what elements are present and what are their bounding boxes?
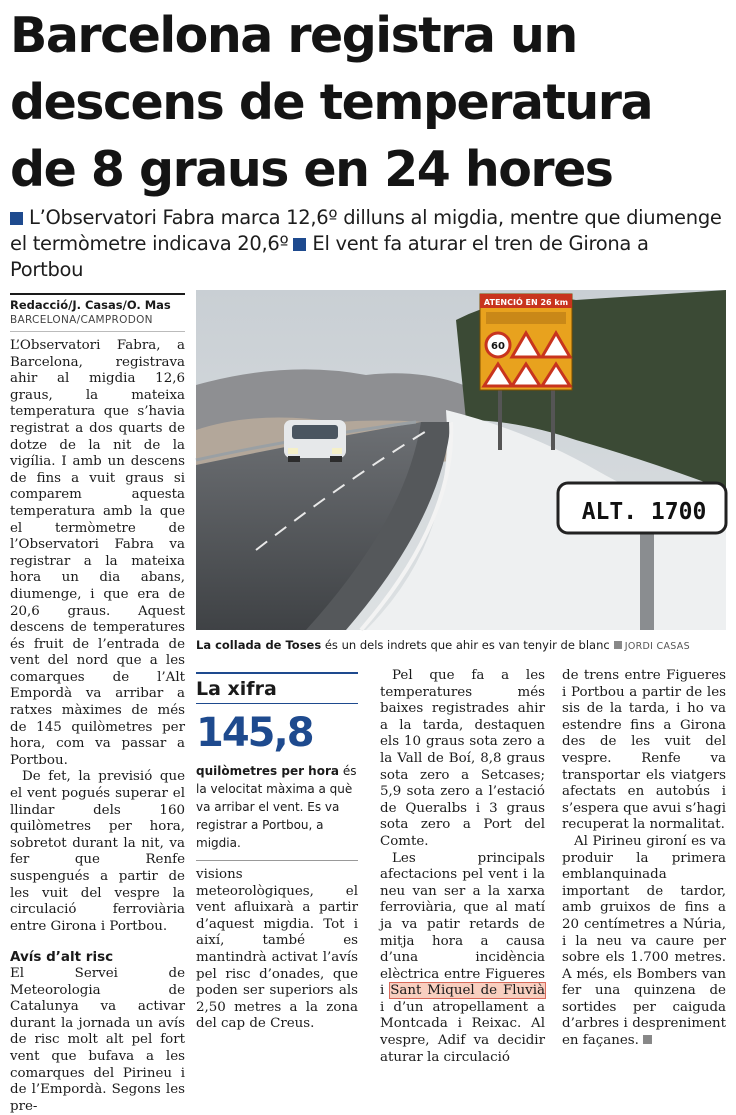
paragraph [562, 834, 726, 1050]
key-figure-title: La xifra [196, 672, 358, 704]
byline [10, 293, 185, 332]
sign-top-text: ATENCIÓ EN 26 km [483, 298, 569, 307]
caption-text: és un dels indrets que ahir es van tenyir de blanc [321, 638, 610, 652]
highlighted-place: Sant Miquel de Fluvià [390, 983, 546, 999]
paragraph-text: Al Pirineu gironí es va produir la primera emblanquinada important de tardor, amb gruixos de fins a 20 centímetres a Núria, i la neu va caure per sobre els 1.700 metres. A més, els Bombers van fer una quinzena de sortides per caiguda d’arbres i despreniment en façanes. [562, 833, 726, 1049]
key-figure-rest: és la velocitat màxima a què va arribar el vent. Es va registrar a Portbou, a migdia. [196, 764, 357, 850]
paragraph [380, 851, 545, 1067]
altitude-sign-text: ALT. 1700 [581, 499, 707, 525]
key-figure-text [196, 762, 358, 861]
paragraph-text: Les principals afectacions pel vent i la neu van ser a la xarxa ferroviària, que al matí ja va patir retards de mitja hora a causa d’una incidència elèctrica entre Figueres i [380, 850, 545, 999]
credit-square-icon [614, 641, 622, 649]
paragraph-text: i d’un atropellament a Montcada i Reixac. Al vespre, Adif va decidir aturar la circulació [380, 999, 545, 1065]
paragraph: De fet, la previsió que el vent pogués superar el llindar dels 160 quilòmetres per hora, sobretot durant la nit, va fer que Renfe suspengués a partir de les vuit del vespre la circulació ferroviària entre Girona i Portbou. [10, 769, 185, 934]
article-column-2 [196, 867, 358, 1033]
paragraph: Pel que fa a les temperatures més baixes registrades ahir a la tarda, destaquen els 10 graus sota zero a la Vall de Boí, 8,8 graus sota zero a Setcases; 5,9 sota zero a l’estació de Queralbs i 3 graus sota zero a Port del Comte. [380, 668, 545, 849]
key-figure-box [196, 672, 358, 861]
photo-credit: JORDI CASAS [624, 641, 690, 652]
end-square-icon [643, 1035, 652, 1044]
key-figure-number: 145,8 [196, 710, 313, 756]
paragraph: visions meteorològiques, el vent afluixarà a partir d’aquest migdia. Tot i així, també es mantindrà activat l’avís pel risc d’onades, que poden ser superiors als 2,50 metres a la zona del cap de Creus. [196, 867, 358, 1032]
paragraph: El Servei de Meteorologia de Catalunya va activar durant la jornada un avís de risc molt alt pel fort vent que bufava a les comarques del Pirineu i de l’Empordà. Segons les pre- [10, 965, 185, 1114]
bullet-square-icon [10, 212, 23, 225]
bullet-square-icon [293, 238, 306, 251]
byline-authors: Redacció/J. Casas/O. Mas [10, 298, 171, 312]
article-column-4 [562, 668, 726, 1050]
key-figure-bold: quilòmetres per hora [196, 764, 339, 778]
article-column-1 [10, 338, 185, 1115]
paragraph: L’Observatori Fabra, a Barcelona, registrava ahir al migdia 12,6 graus, la mateixa temperatura que s’havia registrat a dos quarts de dotze de la nit de la vigília. I amb un descens de fins a vuit graus si comparem aquesta temperatura amb la que el termòmetre de l’Observatori Fabra va registrar a la mateixa hora un dia abans, diumenge, i que era de 20,6 graus. Aquest descens de temperatures és fruit de l’entrada de vent del nord que a les comarques de l’Alt Empordà va arribar a ratxes màximes de més de 145 quilòmetres per hora, com va passar a Portbou. [10, 338, 185, 768]
photo-caption [196, 638, 726, 654]
snowy-road-photo-icon [196, 290, 726, 630]
subhead-part-2: El vent fa aturar el tren de Girona a Portbou [10, 232, 649, 281]
caption-bold: La collada de Toses [196, 638, 322, 652]
subhead-part-1: L’Observatori Fabra marca 12,6º dilluns al migdia, mentre que diumenge el termòmetre indicava 20,6º [10, 206, 722, 255]
paragraph: de trens entre Figueres i Portbou a partir de les sis de la tarda, i ho va estendre fins a Girona des de les vuit del vespre. Renfe va transportar els viatgers afectats en autobús i s’espera que avui s’hagi recuperat la normalitat. [562, 668, 726, 833]
subhead [10, 205, 726, 283]
sign-limit-text: 60 [491, 341, 505, 352]
section-heading: Avís d’alt risc [10, 949, 114, 966]
article-column-3 [380, 668, 545, 1066]
byline-location: BARCELONA/CAMPRODON [10, 313, 185, 332]
news-photo [196, 290, 726, 630]
headline: Barcelona registra un descens de temperatura de 8 graus en 24 hores [10, 7, 653, 198]
